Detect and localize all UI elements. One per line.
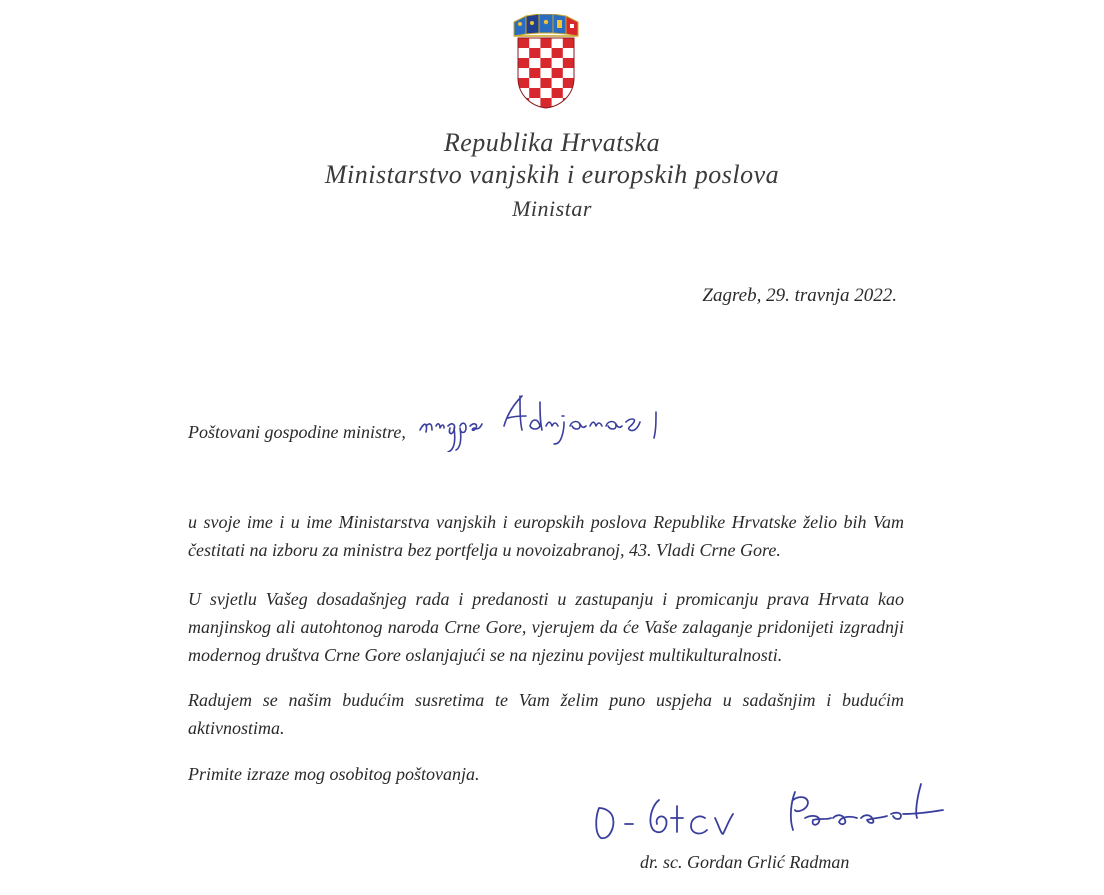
letterhead-country: Republika Hrvatska [443,128,661,157]
paragraph-4: Primite izraze mog osobitog poštovanja. [188,764,480,784]
letterhead-title: Ministar [512,196,592,221]
paragraph-2: U svjetlu Vašeg dosadašnjeg rada i predanosti u zastupanju i promicanju prava Hrvata kao manjinskog ali autohtonog naroda Crne Gore, vjerujem da će Vaše zalaganje pridonijeti izgradnji modernog društva Crne Gore oslanjajući se na njezinu povijest multikulturalnosti. [188,589,904,665]
croatian-coat-of-arms-icon [512,14,580,110]
paragraph-3: Radujem se našim budućim susretima te Vam želim puno uspjeha u sadašnjim i budućim aktivnostima. [188,690,904,738]
handwritten-addressee-name [404,382,704,452]
paragraph-1: u svoje ime i u ime Ministarstva vanjskih i europskih poslova Republike Hrvatske želio bih Vam čestitati na izboru za ministra bez portfelja u novoizabranoj, 43. Vladi Crne Gore. [188,512,904,560]
salutation: Poštovani gospodine ministre, [188,422,406,442]
letter-date: Zagreb, 29. travnja 2022. [702,285,897,306]
handwritten-signature [585,778,965,848]
crown [514,14,578,36]
letterhead-ministry: Ministarstvo vanjskih i europskih poslova [324,160,780,189]
signer-name: dr. sc. Gordan Grlić Radman [640,852,850,872]
